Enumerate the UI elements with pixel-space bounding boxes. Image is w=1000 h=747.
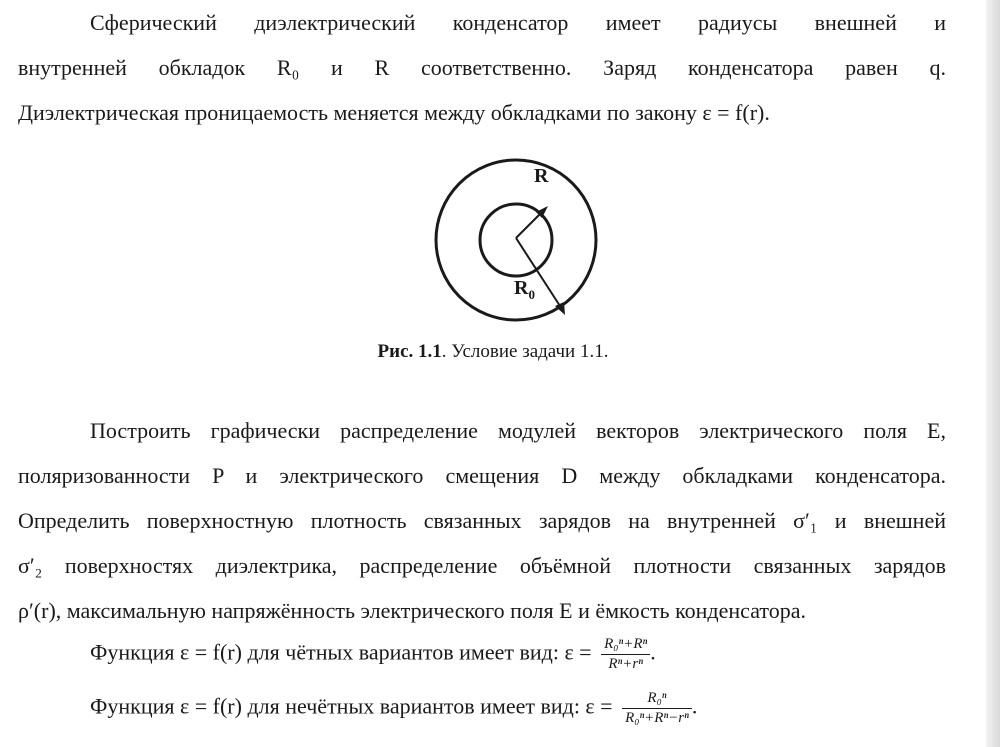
- formula-even-text: Функция ε = f(r) для чётных вариантов имеет вид: ε =: [90, 639, 592, 665]
- formula-odd-fraction: [622, 690, 692, 727]
- paragraph-task: [18, 408, 946, 633]
- formula-odd-tail: .: [691, 693, 698, 719]
- caption-text: . Условие задачи 1.1.: [441, 341, 609, 362]
- formula-even-variants: [90, 636, 656, 673]
- capacitor-diagram: [428, 158, 608, 328]
- capacitor-figure: [428, 158, 608, 328]
- text-line: поляризованности P и электрического смещения D между обкладками конденсатора.: [18, 463, 946, 488]
- label-inner-radius: R: [534, 165, 549, 187]
- page-edge-shadow: [986, 0, 1000, 747]
- formula-even-fraction: [601, 636, 650, 673]
- text-line: Сферический диэлектрический конденсатор имеет радиусы внешней и: [90, 10, 946, 35]
- text-line: внутренней обкладок R₀ и R соответственно. Заряд конденсатора равен q.: [18, 55, 946, 80]
- formula-odd-variants: [90, 690, 697, 727]
- text-line: ρ′(r), максимальную напряжённость электрического поля E и ёмкость конденсатора.: [18, 598, 806, 623]
- text-line: Построить графически распределение модулей векторов электрического поля E,: [90, 418, 946, 443]
- formula-even-denominator: Rⁿ+rⁿ: [608, 656, 643, 672]
- figure-caption: [0, 340, 986, 364]
- paragraph-problem-statement: [18, 0, 946, 135]
- inner-radius-arrow: [516, 212, 542, 238]
- text-line: Определить поверхностную плотность связанных зарядов на внутренней σ′₁ и внешней: [18, 508, 946, 533]
- formula-odd-text: Функция ε = f(r) для нечётных вариантов имеет вид: ε =: [90, 693, 613, 719]
- formula-even-numerator: R₀ⁿ+Rⁿ: [601, 636, 650, 655]
- text-line: Диэлектрическая проницаемость меняется между обкладками по закону ε = f(r).: [18, 100, 770, 125]
- label-outer-radius: $R_0$: [514, 277, 535, 302]
- text-line: σ′₂ поверхностях диэлектрика, распределение объёмной плотности связанных зарядов: [18, 553, 946, 578]
- formula-odd-numerator: R₀ⁿ: [622, 690, 692, 709]
- caption-label: Рис. 1.1: [377, 341, 442, 362]
- formula-odd-denominator: R₀ⁿ+Rⁿ−rⁿ: [625, 710, 689, 726]
- formula-even-tail: .: [650, 639, 656, 665]
